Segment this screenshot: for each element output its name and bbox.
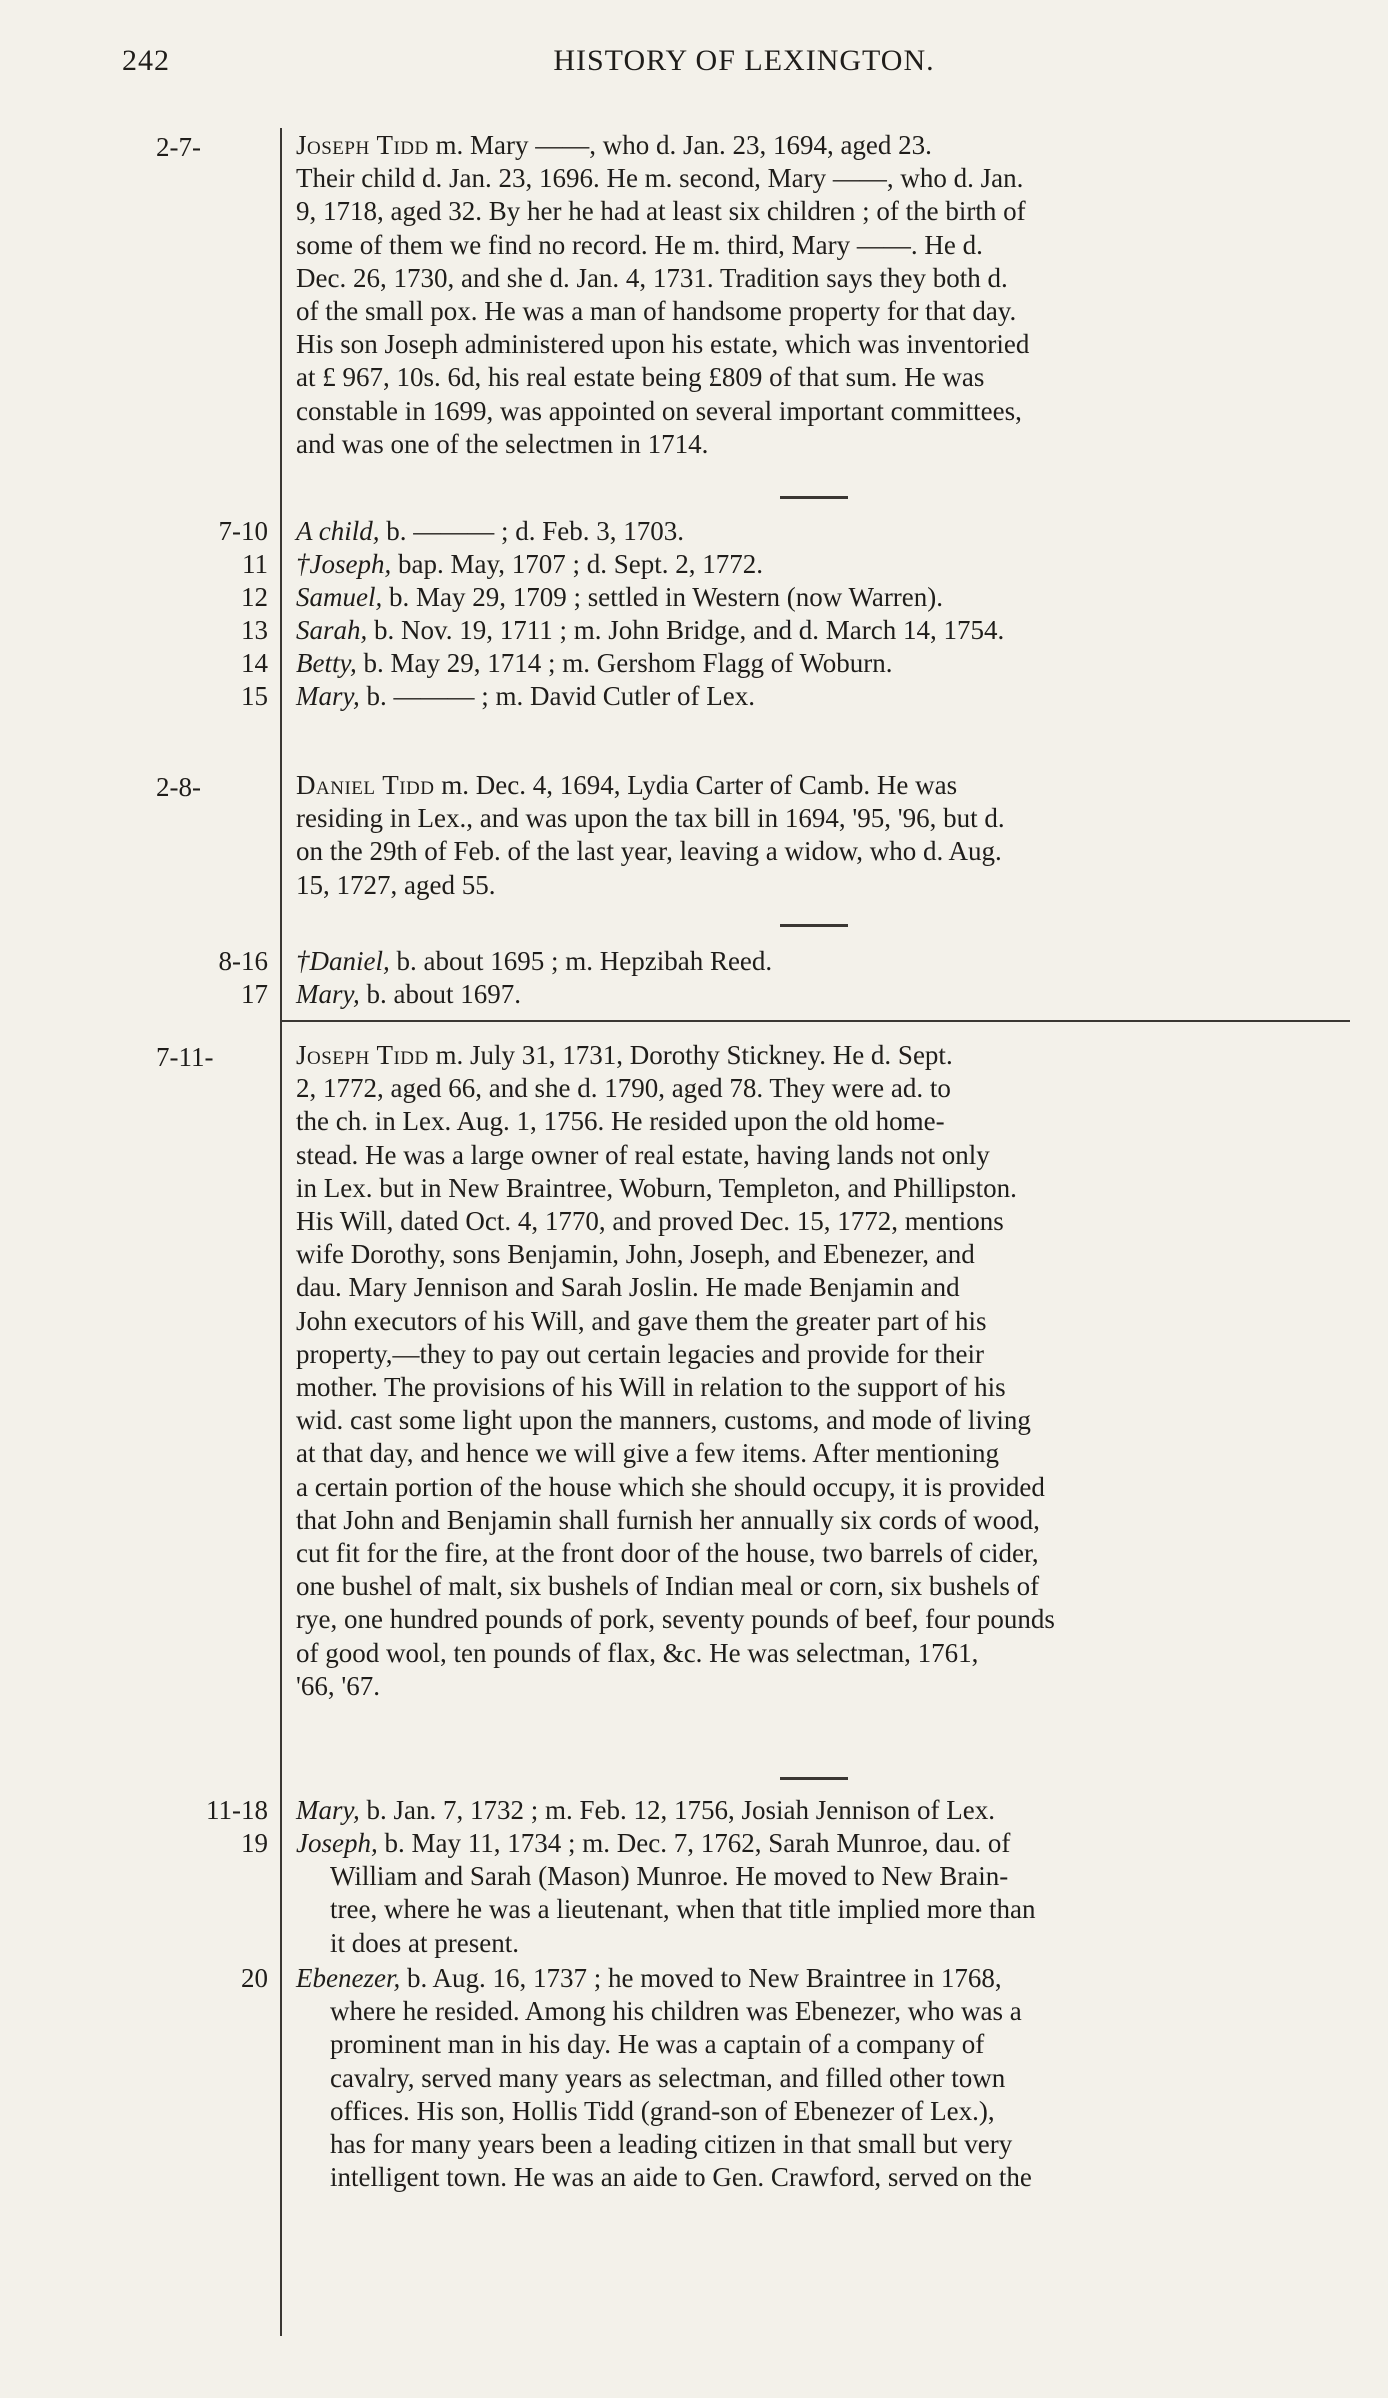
section-divider	[780, 1777, 848, 1780]
entry-line: 9, 1718, aged 32. By her he had at least six children ; of the birth of	[296, 196, 1026, 227]
page-number: 242	[122, 44, 170, 77]
entry-line: residing in Lex., and was upon the tax bill in 1694, '95, '96, but d.	[296, 803, 1005, 834]
children-list	[296, 515, 1356, 713]
entry-line: Their child d. Jan. 23, 1696. He m. second, Mary ——, who d. Jan.	[296, 163, 1024, 194]
child-number: 13	[241, 615, 268, 645]
child-entry	[296, 1794, 1356, 1827]
entry-name: Joseph Tidd	[296, 130, 429, 160]
child-number: 14	[241, 648, 268, 678]
children-list	[296, 945, 1356, 1011]
entry-line: His son Joseph administered upon his estate, which was inventoried	[296, 329, 1030, 360]
child-number: 12	[241, 582, 268, 612]
entry-line: stead. He was a large owner of real estate, having lands not only	[296, 1139, 990, 1170]
entry-line: some of them we find no record. He m. third, Mary ——. He d.	[296, 229, 983, 260]
child-line: offices. His son, Hollis Tidd (grand-son of Ebenezer of Lex.),	[330, 2095, 995, 2126]
child-entry: Mary, b. about 1697.	[296, 979, 521, 1009]
entry-line: and was one of the selectmen in 1714.	[296, 428, 709, 459]
child-number: 8-16	[218, 946, 268, 976]
entry-line: dau. Mary Jennison and Sarah Joslin. He made Benjamin and	[296, 1272, 960, 1303]
entry-line: Joseph Tidd m. Mary ——, who d. Jan. 23, 1694, aged 23.	[296, 130, 932, 160]
child-line: Ebenezer, b. Aug. 16, 1737 ; he moved to New Braintree in 1768,	[296, 1963, 1002, 1993]
child-line: tree, where he was a lieutenant, when that title implied more than	[330, 1894, 1036, 1925]
section-rule	[280, 1020, 1350, 1022]
entry-name: Daniel Tidd	[296, 770, 435, 800]
child-entry: Mary, b. ——— ; m. David Cutler of Lex.	[296, 681, 755, 711]
child-line: William and Sarah (Mason) Munroe. He moved to New Brain-	[330, 1861, 1009, 1892]
entry-line: 2, 1772, aged 66, and she d. 1790, aged 78. They were ad. to	[296, 1073, 951, 1104]
entry-line: wife Dorothy, sons Benjamin, John, Joseph, and Ebenezer, and	[296, 1239, 975, 1270]
child-number: 19	[241, 1828, 268, 1858]
child-line: cavalry, served many years as selectman, and filled other town	[330, 2062, 1006, 2093]
child-entry	[296, 1962, 1356, 2194]
child-line: intelligent town. He was an aide to Gen. Crawford, served on the	[330, 2162, 1032, 2193]
entry-name: Joseph Tidd	[296, 1040, 429, 1070]
entry-line: on the 29th of Feb. of the last year, leaving a widow, who d. Aug.	[296, 836, 1002, 867]
child-line: where he resided. Among his children was Ebenezer, who was a	[330, 1996, 1022, 2027]
child-number: 11	[242, 549, 268, 579]
child-line: Joseph, b. May 11, 1734 ; m. Dec. 7, 1762, Sarah Munroe, dau. of	[296, 1828, 1011, 1858]
entry-line: His Will, dated Oct. 4, 1770, and proved Dec. 15, 1772, mentions	[296, 1206, 1004, 1237]
child-entry: Samuel, b. May 29, 1709 ; settled in Western (now Warren).	[296, 582, 944, 612]
entry-line: of the small pox. He was a man of handsome property for that day.	[296, 296, 1017, 327]
entry-text	[296, 769, 1356, 902]
child-number: 11-18	[206, 1795, 268, 1825]
entry-line: that John and Benjamin shall furnish her annually six cords of wood,	[296, 1504, 1040, 1535]
entry-line: property,—they to pay out certain legacies and provide for their	[296, 1338, 984, 1369]
entry-line: one bushel of malt, six bushels of Indian meal or corn, six bushels of	[296, 1571, 1040, 1602]
entry-line: of good wool, ten pounds of flax, &c. He was selectman, 1761,	[296, 1637, 979, 1668]
child-entry: †Joseph, bap. May, 1707 ; d. Sept. 2, 1772.	[296, 549, 763, 579]
entry-text	[296, 1039, 1356, 1703]
entry-line: in Lex. but in New Braintree, Woburn, Templeton, and Phillipston.	[296, 1172, 1017, 1203]
entry-line: a certain portion of the house which she should occupy, it is provided	[296, 1471, 1045, 1502]
child-numbers	[219, 945, 269, 1011]
child-number: 7-10	[218, 516, 268, 546]
entry-line: Daniel Tidd m. Dec. 4, 1694, Lydia Carter of Camb. He was	[296, 770, 958, 800]
section-divider	[780, 924, 848, 927]
child-entry	[296, 1827, 1356, 1960]
entry-line: Dec. 26, 1730, and she d. Jan. 4, 1731. Tradition says they both d.	[296, 262, 1008, 293]
child-entry: Betty, b. May 29, 1714 ; m. Gershom Flagg of Woburn.	[296, 648, 893, 678]
entry-line: mother. The provisions of his Will in relation to the support of his	[296, 1372, 1006, 1403]
entry-line: John executors of his Will, and gave them the greater part of his	[296, 1305, 987, 1336]
child-number: 20	[241, 1963, 268, 1993]
column-rule	[280, 128, 282, 1056]
entry-line: at £ 967, 10s. 6d, his real estate being £809 of that sum. He was	[296, 362, 985, 393]
entry-line: 15, 1727, aged 55.	[296, 869, 496, 900]
child-number: 15	[241, 681, 268, 711]
entry-line: '66, '67.	[296, 1670, 380, 1701]
child-number: 17	[241, 979, 268, 1009]
child-line: has for many years been a leading citizen in that small but very	[330, 2129, 1013, 2160]
page-title: HISTORY OF LEXINGTON.	[553, 44, 935, 77]
child-entry: A child, b. ——— ; d. Feb. 3, 1703.	[296, 516, 685, 546]
generation-number: 2-7-	[156, 132, 201, 162]
running-head	[0, 44, 1388, 84]
entry-line: the ch. in Lex. Aug. 1, 1756. He resided upon the old home-	[296, 1106, 945, 1137]
child-line: prominent man in his day. He was a captain of a company of	[330, 2029, 985, 2060]
child-line: Mary, b. Jan. 7, 1732 ; m. Feb. 12, 1756, Josiah Jennison of Lex.	[296, 1795, 995, 1825]
child-entry: Sarah, b. Nov. 19, 1711 ; m. John Bridge, and d. March 14, 1754.	[296, 615, 1005, 645]
entry-text	[296, 129, 1356, 461]
child-entry: †Daniel, b. about 1695 ; m. Hepzibah Reed.	[296, 946, 773, 976]
child-numbers	[219, 515, 269, 713]
child-line: it does at present.	[330, 1927, 519, 1958]
entry-line: at that day, and hence we will give a few items. After mentioning	[296, 1438, 1000, 1469]
generation-number: 7-11-	[156, 1042, 214, 1072]
column-rule	[280, 1036, 282, 2336]
entry-line: Joseph Tidd m. July 31, 1731, Dorothy Stickney. He d. Sept.	[296, 1040, 953, 1070]
entry-line: rye, one hundred pounds of pork, seventy pounds of beef, four pounds	[296, 1604, 1055, 1635]
entry-line: cut fit for the fire, at the front door of the house, two barrels of cider,	[296, 1538, 1039, 1569]
section-divider	[780, 496, 848, 499]
entry-line: wid. cast some light upon the manners, customs, and mode of living	[296, 1405, 1031, 1436]
generation-number: 2-8-	[156, 772, 201, 802]
entry-line: constable in 1699, was appointed on several important committees,	[296, 395, 1022, 426]
